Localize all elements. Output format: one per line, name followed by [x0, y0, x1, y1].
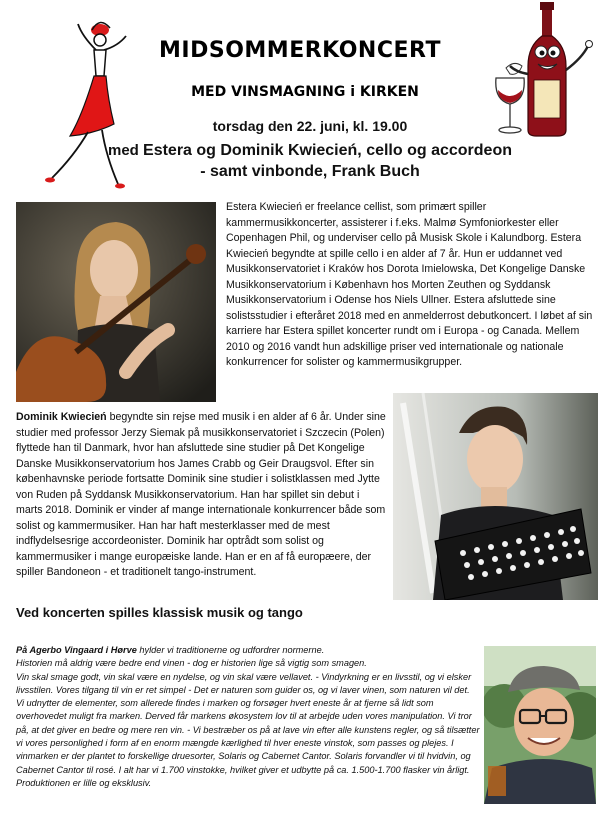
wine-bottle-cartoon — [470, 0, 600, 140]
performers-names: Estera og Dominik Kwiecień, cello og accordeon — [143, 142, 512, 159]
dominik-bio — [16, 410, 388, 581]
dominik-name: Dominik Kwiecień — [16, 411, 107, 423]
concert-title: MIDSOMMERKONCERT — [159, 38, 441, 63]
dominik-bio-text: begyndte sin rejse med musik i en alder af 6 år. Under sine studier med professor Jerzy Siemak på musikkonservatoriet i Szczecin (Polen) flyttede han til Danmark, hvor han afsluttede sine studier på Det Kongelige Danske Musikkonservatorium hos James Crabb og Geir Draugsvol. Efter sin københavnske periode fortsatte Dominik sine studier i solistklassen med Jytte von Ruden på Syddansk Musikkonservatorium. Han har spillet sin debut i marts 2018. Dominik er vinder af mange internationale konkurrencer både som solist og kammermusiker. Han har haft mesterklasser med de mest indflydelsesrige accordeonister. Dominik har optrådt som solist og kammermusiker i mange europæiske lande. Han er en af få europæere, der spiller Bandoneon - et traditionelt tango-instrument. — [16, 411, 386, 578]
performers-prefix: med — [108, 142, 139, 159]
performers-heading — [60, 140, 560, 182]
dancer-dress — [70, 76, 114, 136]
dominik-photo — [393, 393, 598, 600]
performers-line-2: - samt vinbonde, Frank Buch — [200, 163, 420, 180]
repertoire-line: Ved koncerten spilles klassisk musik og tango — [16, 605, 303, 620]
vineyard-body: Vin skal smage godt, vin skal være en nydelse, og vin skal være vellavet. - Vindyrkning er en livsstil, og vi elsker livsstilen. Vores tilgang til vin er ret simpel - Det er naturen som guider os, og vi laver vinen, som naturen vil det. Vi udnytter de elementer, som allerede findes i marken og forsøger hvert eneste år at fjerne så lidt som overhovedet muligt fra marken. Derved får markens økosystem lov til at arbejde uden vores manipulation. Vi tror på, at det giver en bedre og mere ren vin. - Vi bestræber os på at lave vin efter alle kunstens regler, og så tilsætter vi vores personlighed i form af en enorm mængde kærlighed til hver eneste vinstok, som passes og plejes. I vinmarken er der plantet to forskellige druesorter, Solaris og Cabernet Cantor. Solaris forvandler vi til hvidvin, og Cabernet Cantor til rosé. I alt har vi 1.700 vinstokke, hvilket giver et udbytte på ca. 1.500-1.700 flasker vin årligt. Produktionen er lille og eksklusiv. — [16, 671, 480, 788]
performers-line-1 — [60, 140, 560, 161]
concert-subtitle: MED VINSMAGNING i KIRKEN — [191, 84, 419, 100]
estera-photo — [16, 202, 216, 402]
estera-bio: Estera Kwiecień er freelance cellist, som primært spiller kammermusikkoncerter, assisterer i f.eks. Malmø Symfoniorkester eller Copenhagen Phil, og underviser cello på Musisk Skole i Kalundborg. Estera Kwiecień begyndte at spille cello i en alder af 7 år. Hun er uddannet ved Musikkonservatoriet i Kraków hos Dorota Imielowska, Det Kongelige Danske Musikkonservatorium i København hos Morten Zeuthen og Syddansk Musikkonservatorium i Odense hos Niels Ullner. Estera afsluttede sine solistsstudier i efteråret 2018 med en anmelderrost debutkoncert. I løbet af sin karriere har Estera spillet koncerter rundt om i Europa - og Canada. Mellem 2010 og 2016 vandt hun adskillige priser ved internationale og nationale konkurrencer for solister og kammermusikgrupper. — [226, 201, 593, 368]
vineyard-line-2: Historien må aldrig være bedre end vinen - dog er historien lige så vigtig som smagen. — [16, 658, 367, 669]
bottle-label — [534, 80, 560, 118]
vineyard-text — [16, 644, 480, 790]
frank-buch-photo — [484, 646, 596, 804]
wine-bottle — [510, 2, 593, 136]
wine-glass — [496, 63, 524, 133]
vineyard-name: På Agerbo Vingaard i Hørve — [16, 645, 137, 655]
vineyard-line-1: På Agerbo Vingaard i Hørve hylder vi traditionerne og udfordrer normerne. — [16, 645, 325, 655]
concert-date: torsdag den 22. juni, kl. 19.00 — [212, 118, 408, 134]
